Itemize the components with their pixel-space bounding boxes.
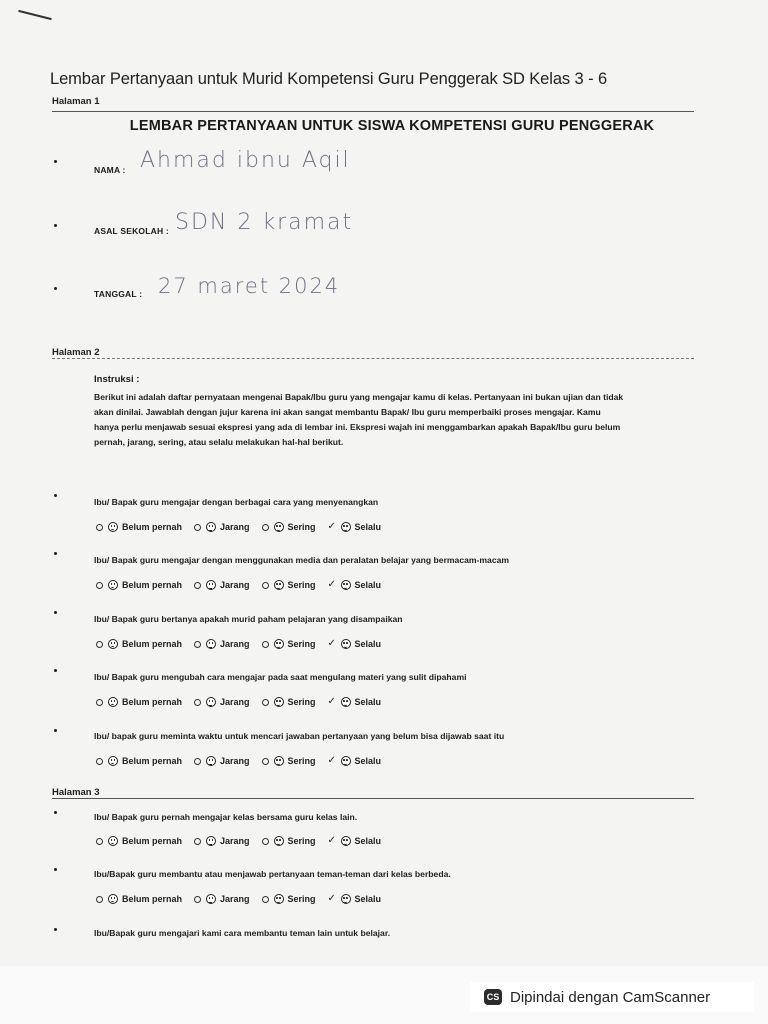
answer-options [96,697,393,707]
happy-face-icon [341,836,351,846]
option-rarely[interactable]: Jarang [194,756,250,766]
answer-options [96,522,393,532]
option-always[interactable]: ✓ Selalu [327,579,382,590]
neutral-face-icon [206,580,216,590]
neutral-face-icon [206,522,216,532]
radio-button[interactable] [96,582,103,589]
radio-button[interactable] [96,641,103,648]
option-never[interactable]: Belum pernah [96,580,182,590]
bullet [54,224,57,227]
neutral-face-icon [206,639,216,649]
option-never[interactable]: Belum pernah [96,894,182,904]
page-label-1: Halaman 1 [52,96,100,107]
happy-face-icon [341,697,351,707]
option-always[interactable]: ✓ Selalu [327,893,382,904]
radio-button[interactable] [194,699,201,706]
option-always[interactable]: ✓ Selalu [327,755,382,766]
checkmark-icon: ✓ [327,579,336,590]
pen-scratch-mark [18,10,51,20]
option-rarely[interactable]: Jarang [194,639,250,649]
smile-face-icon [274,894,284,904]
smile-face-icon [274,756,284,766]
bullet [54,928,57,931]
page-label-3: Halaman 3 [52,787,100,798]
smile-face-icon [274,697,284,707]
happy-face-icon [341,894,351,904]
option-never[interactable]: Belum pernah [96,697,182,707]
option-always[interactable]: ✓ Selalu [327,835,382,846]
sad-face-icon [108,639,118,649]
school-value: SDN 2 kramat [175,210,354,235]
option-often[interactable]: Sering [262,697,316,707]
sad-face-icon [108,894,118,904]
option-never[interactable]: Belum pernah [96,639,182,649]
radio-button[interactable] [194,896,201,903]
neutral-face-icon [206,697,216,707]
bullet [54,287,57,290]
name-label: NAMA : [94,165,126,175]
option-rarely[interactable]: Jarang [194,836,250,846]
answer-options [96,580,393,590]
watermark-text: Dipindai dengan CamScanner [510,988,711,1006]
question-text: Ibu/ Bapak guru bertanya apakah murid paham pelajaran yang disampaikan [94,614,403,624]
radio-button[interactable] [194,758,201,765]
option-never[interactable]: Belum pernah [96,836,182,846]
bullet [54,868,57,871]
radio-button[interactable] [262,838,269,845]
sad-face-icon [108,580,118,590]
option-never[interactable]: Belum pernah [96,522,182,532]
neutral-face-icon [206,756,216,766]
radio-button[interactable] [194,838,201,845]
answer-options [96,894,393,904]
question-text: Ibu/ bapak guru meminta waktu untuk mencari jawaban pertanyaan yang belum bisa dijawab saat itu [94,731,505,741]
happy-face-icon [341,639,351,649]
checkmark-icon: ✓ [327,521,336,532]
happy-face-icon [341,580,351,590]
option-always[interactable]: ✓ Selalu [327,521,382,532]
page-3-divider [52,798,694,799]
option-rarely[interactable]: Jarang [194,580,250,590]
bullet [54,494,57,497]
page-1-divider [52,111,694,112]
radio-button[interactable] [194,582,201,589]
bullet [54,160,57,163]
neutral-face-icon [206,836,216,846]
bullet [54,811,57,814]
checkmark-icon: ✓ [327,755,336,766]
radio-button[interactable] [262,641,269,648]
instructions-line: pernah, jarang, sering, atau selalu melakukan hal-hal berikut. [94,437,344,447]
answer-options [96,836,393,846]
option-often[interactable]: Sering [262,756,316,766]
school-label: ASAL SEKOLAH : [94,226,169,236]
answer-options [96,639,393,649]
sad-face-icon [108,697,118,707]
radio-button[interactable] [194,524,201,531]
smile-face-icon [274,580,284,590]
radio-button[interactable] [96,838,103,845]
smile-face-icon [274,639,284,649]
option-often[interactable]: Sering [262,836,316,846]
page-label-2: Halaman 2 [52,347,100,358]
radio-button[interactable] [96,896,103,903]
option-often[interactable]: Sering [262,894,316,904]
radio-button[interactable] [194,641,201,648]
neutral-face-icon [206,894,216,904]
option-often[interactable]: Sering [262,522,316,532]
sad-face-icon [108,756,118,766]
main-heading: LEMBAR PERTANYAAN UNTUK SISWA KOMPETENSI GURU PENGGERAK [129,118,655,134]
camscanner-logo-icon: CS [484,989,502,1005]
sad-face-icon [108,836,118,846]
bullet [54,552,57,555]
option-often[interactable]: Sering [262,580,316,590]
option-always[interactable]: ✓ Selalu [327,638,382,649]
option-never[interactable]: Belum pernah [96,756,182,766]
question-text: Ibu/ Bapak guru mengajar dengan menggunakan media dan peralatan belajar yang bermacam-macam [94,555,510,565]
checkmark-icon: ✓ [327,696,336,707]
option-rarely[interactable]: Jarang [194,522,250,532]
page-2-divider [52,358,694,359]
radio-button[interactable] [96,524,103,531]
radio-button[interactable] [96,758,103,765]
radio-button[interactable] [262,896,269,903]
date-label: TANGGAL : [94,289,143,299]
bullet [54,611,57,614]
checkmark-icon: ✓ [327,638,336,649]
camscanner-watermark [470,982,754,1012]
happy-face-icon [341,756,351,766]
smile-face-icon [274,836,284,846]
question-text: Ibu/ Bapak guru mengajar dengan berbagai cara yang menyenangkan [94,497,379,507]
instructions-line: hanya perlu menjawab sesuai ekspresi yang ada di lembar ini. Ekspresi wajah ini menggambarkan apakah Bapak/Ibu guru belum [94,422,621,432]
instructions-line: akan dinilai. Jawablah dengan jujur karena ini akan sangat membantu Bapak/ Ibu guru memperbaiki proses mengajar. Kamu [94,407,601,417]
checkmark-icon: ✓ [327,893,336,904]
radio-button[interactable] [262,582,269,589]
radio-button[interactable] [262,524,269,531]
instructions-title: Instruksi : [94,374,140,385]
sad-face-icon [108,522,118,532]
date-value: 27 maret 2024 [158,274,341,298]
checkmark-icon: ✓ [327,835,336,846]
bullet [54,669,57,672]
radio-button[interactable] [262,699,269,706]
question-text: Ibu/Bapak guru mengajari kami cara membantu teman lain untuk belajar. [94,928,391,938]
option-rarely[interactable]: Jarang [194,894,250,904]
smile-face-icon [274,522,284,532]
option-often[interactable]: Sering [262,639,316,649]
option-rarely[interactable]: Jarang [194,697,250,707]
option-always[interactable]: ✓ Selalu [327,696,382,707]
question-text: Ibu/Bapak guru membantu atau menjawab pertanyaan teman-teman dari kelas berbeda. [94,869,451,879]
instructions-line: Berikut ini adalah daftar pernyataan mengenai Bapak/Ibu guru yang mengajar kamu di kelas. Pertanyaan ini bukan ujian dan tidak [94,392,624,402]
radio-button[interactable] [96,699,103,706]
question-text: Ibu/ Bapak guru mengubah cara mengajar pada saat mengulang materi yang sulit dipahami [94,672,467,682]
question-text: Ibu/ Bapak guru pernah mengajar kelas bersama guru kelas lain. [94,812,358,822]
name-value: Ahmad ibnu Aqil [140,148,351,173]
answer-options [96,756,393,766]
happy-face-icon [341,522,351,532]
document-title: Lembar Pertanyaan untuk Murid Kompetensi Guru Penggerak SD Kelas 3 - 6 [50,70,608,88]
instructions-body [94,390,694,450]
bullet [54,729,57,732]
radio-button[interactable] [262,758,269,765]
